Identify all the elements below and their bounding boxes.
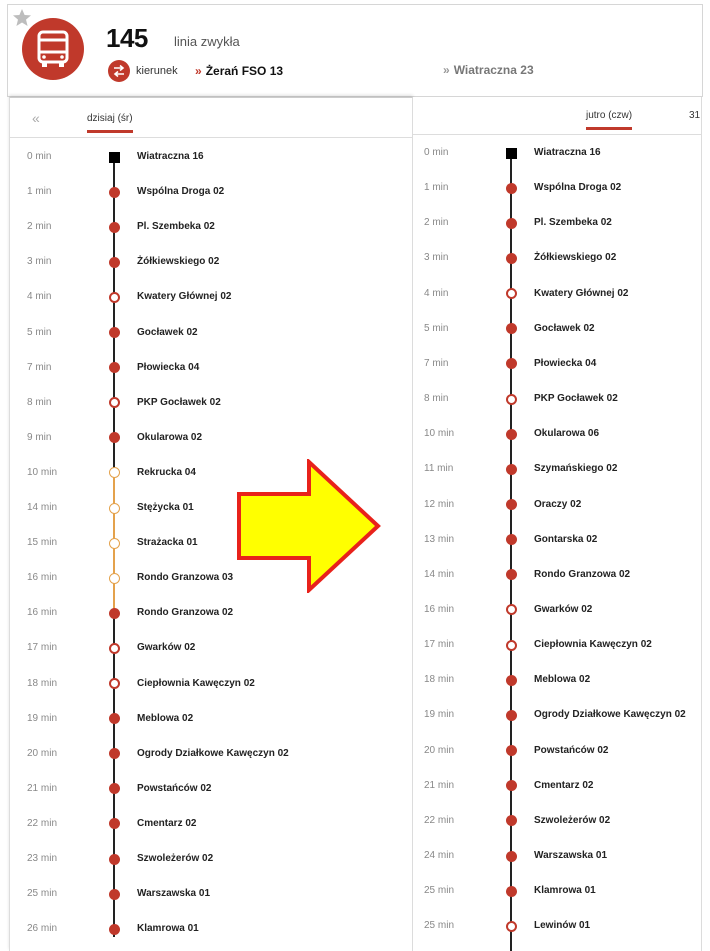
stop-name[interactable]: Meblowa 02 [534, 674, 591, 686]
stop-name[interactable]: Wiatraczna 16 [534, 147, 601, 158]
stop-marker-filled [506, 323, 517, 334]
stop-time: 9 min [27, 431, 52, 443]
stop-time: 15 min [27, 537, 58, 549]
stop-name[interactable]: Żółkiewskiego 02 [137, 256, 220, 268]
stop-name[interactable]: Gocławek 02 [137, 326, 198, 338]
stop-time: 3 min [27, 256, 52, 268]
direction-label[interactable]: kierunek [136, 65, 178, 77]
stop-name[interactable]: Meblowa 02 [137, 712, 194, 724]
stop-name[interactable]: Cmentarz 02 [137, 817, 197, 829]
stop-time: 10 min [27, 466, 58, 478]
stop-marker-filled [506, 534, 517, 545]
bus-icon [22, 18, 84, 80]
stop-name[interactable]: Cmentarz 02 [534, 779, 594, 791]
stop-name[interactable]: Lewinów 01 [534, 920, 591, 932]
tab-today[interactable]: dzisiaj (śr) [87, 113, 133, 133]
stop-marker-filled [109, 818, 120, 829]
tab-bar [10, 98, 412, 138]
line-header [7, 4, 703, 97]
timetable-tomorrow [413, 97, 702, 951]
stop-marker-filled [109, 924, 120, 935]
stop-name[interactable]: Rondo Granzowa 03 [137, 572, 234, 584]
stop-marker-filled [506, 464, 517, 475]
stop-marker-filled [109, 608, 120, 619]
stop-time: 19 min [424, 709, 455, 721]
stop-name[interactable]: Rondo Granzowa 02 [137, 607, 234, 619]
right-arrow-icon [236, 459, 381, 593]
stop-time: 20 min [424, 744, 455, 756]
stop-name[interactable]: Kwatery Głównej 02 [534, 287, 629, 299]
stop-time: 18 min [27, 677, 58, 689]
stop-name[interactable]: Powstańców 02 [137, 782, 212, 794]
stop-marker-on-demand [506, 640, 517, 651]
stop-marker-filled [109, 327, 120, 338]
stop-marker-filled [109, 432, 120, 443]
stop-marker-filled [506, 358, 517, 369]
stop-name[interactable]: Pl. Szembeka 02 [534, 217, 612, 229]
stop-time: 8 min [424, 393, 449, 405]
stop-marker-on-demand [109, 292, 120, 303]
stop-marker-filled [109, 713, 120, 724]
stop-marker-on-demand [109, 678, 120, 689]
stop-marker-filled [506, 499, 517, 510]
stop-name[interactable]: Rekrucka 04 [137, 466, 196, 478]
stop-time: 16 min [424, 603, 455, 615]
stop-name[interactable]: Płowiecka 04 [137, 361, 200, 373]
stop-name[interactable]: Ciepłownia Kawęczyn 02 [137, 677, 255, 689]
stop-time: 8 min [27, 396, 52, 408]
stop-time: 3 min [424, 252, 449, 264]
stop-marker-on-demand [506, 394, 517, 405]
stop-time: 24 min [424, 850, 455, 861]
stop-name[interactable]: Ciepłownia Kawęczyn 02 [534, 639, 652, 651]
stop-marker-detour [109, 467, 120, 478]
stop-name[interactable]: PKP Gocławek 02 [534, 393, 618, 405]
stop-name[interactable]: Szymańskiego 02 [534, 463, 618, 475]
stop-time: 19 min [27, 712, 58, 724]
stop-marker-detour [109, 573, 120, 584]
stop-time: 12 min [424, 498, 455, 510]
stop-marker-filled [109, 783, 120, 794]
stop-marker-on-demand [506, 921, 517, 932]
stop-name[interactable]: Pl. Szembeka 02 [137, 221, 215, 233]
line-type: linia zwykła [174, 34, 240, 49]
stop-name[interactable]: Ogrody Działkowe Kawęczyn 02 [534, 709, 686, 721]
stop-marker-filled [506, 429, 517, 440]
stop-time: 2 min [27, 221, 52, 233]
stop-time: 22 min [27, 817, 58, 829]
stop-time: 23 min [27, 853, 58, 864]
stop-marker-filled [109, 854, 120, 865]
stop-name[interactable]: PKP Gocławek 02 [137, 396, 221, 408]
stop-time: 0 min [27, 151, 52, 162]
destination-other-name: Wiatraczna 23 [453, 63, 534, 77]
tab-tomorrow[interactable]: jutro (czw) [586, 110, 632, 130]
stop-marker-filled [506, 569, 517, 580]
stop-time: 14 min [424, 568, 455, 580]
stop-time: 14 min [27, 502, 58, 513]
stop-time: 13 min [424, 533, 455, 545]
stop-marker-filled [506, 183, 517, 194]
stop-marker-on-demand [109, 397, 120, 408]
stop-time: 25 min [424, 885, 455, 897]
stop-marker-filled [506, 780, 517, 791]
destination-current[interactable] [195, 64, 283, 78]
stop-marker-filled [506, 218, 517, 229]
stop-marker-detour [109, 538, 120, 549]
tab-next-day[interactable]: 31 [689, 110, 701, 121]
stop-name[interactable]: Stężycka 01 [137, 502, 194, 513]
stop-name[interactable]: Warszawska 01 [137, 888, 211, 900]
stop-name[interactable]: Gwarków 02 [137, 642, 196, 654]
stop-time: 18 min [424, 674, 455, 686]
stop-name[interactable]: Gocławek 02 [534, 322, 595, 334]
stop-time: 1 min [27, 186, 52, 198]
stop-name[interactable]: Wspólna Droga 02 [534, 182, 622, 194]
stop-name[interactable]: Okularowa 06 [534, 428, 600, 440]
stop-time: 25 min [27, 888, 58, 900]
stop-time: 17 min [27, 642, 58, 654]
stop-marker-filled [506, 745, 517, 756]
tab-bar [413, 97, 701, 135]
stop-name[interactable]: Rondo Granzowa 02 [534, 568, 631, 580]
stop-time: 20 min [27, 747, 58, 759]
stop-marker-filled [109, 187, 120, 198]
stop-marker-filled [109, 222, 120, 233]
stop-name[interactable]: Strażacka 01 [137, 537, 198, 549]
stop-name[interactable]: Żółkiewskiego 02 [534, 252, 617, 264]
stop-time: 16 min [27, 572, 58, 584]
destination-name: Żerań FSO 13 [205, 64, 284, 78]
stop-marker-filled [506, 675, 517, 686]
stop-time: 4 min [424, 287, 449, 299]
swap-arrows-icon[interactable] [108, 60, 130, 82]
stop-name[interactable]: Gwarków 02 [534, 603, 593, 615]
stop-name[interactable]: Ogrody Działkowe Kawęczyn 02 [137, 747, 289, 759]
stop-name[interactable]: Powstańców 02 [534, 744, 609, 756]
stop-marker-on-demand [109, 643, 120, 654]
stop-marker-filled [109, 748, 120, 759]
stop-time: 21 min [424, 779, 455, 791]
stop-name[interactable]: Szwoleżerów 02 [137, 853, 214, 864]
stop-name[interactable]: Oraczy 02 [534, 498, 582, 510]
stop-name[interactable]: Szwoleżerów 02 [534, 814, 611, 826]
stop-time: 1 min [424, 182, 449, 194]
chevron-icon: » [443, 63, 450, 77]
stop-marker-filled [506, 886, 517, 897]
chevron-icon: » [195, 64, 202, 78]
stop-time: 26 min [27, 923, 58, 935]
stop-name[interactable]: Płowiecka 04 [534, 357, 597, 369]
stop-name[interactable]: Kwatery Głównej 02 [137, 291, 232, 303]
stop-name[interactable]: Wspólna Droga 02 [137, 186, 225, 198]
stop-name[interactable]: Warszawska 01 [534, 850, 608, 861]
destination-other[interactable] [443, 63, 534, 77]
stop-time: 5 min [27, 326, 52, 338]
stop-marker-detour [109, 503, 120, 514]
stop-time: 16 min [27, 607, 58, 619]
stop-name[interactable]: Gontarska 02 [534, 533, 598, 545]
stop-time: 17 min [424, 639, 455, 651]
stop-time: 10 min [424, 428, 455, 440]
stop-marker-filled [506, 815, 517, 826]
line-number: 145 [106, 23, 148, 53]
stop-time: 11 min [424, 463, 454, 475]
stop-time: 2 min [424, 217, 449, 229]
stop-time: 22 min [424, 814, 455, 826]
stop-marker-filled [109, 889, 120, 900]
stop-time: 0 min [424, 147, 449, 158]
stop-name[interactable]: Klamrowa 01 [137, 923, 199, 935]
stop-name[interactable]: Okularowa 02 [137, 431, 203, 443]
stop-time: 5 min [424, 322, 449, 334]
stop-marker-filled [506, 253, 517, 264]
stop-marker-filled [109, 362, 120, 373]
stop-marker-on-demand [506, 604, 517, 615]
stop-marker-filled [109, 257, 120, 268]
stop-time: 4 min [27, 291, 52, 303]
stop-name[interactable]: Wiatraczna 16 [137, 151, 204, 162]
stop-marker-on-demand [506, 288, 517, 299]
stop-name[interactable]: Klamrowa 01 [534, 885, 596, 897]
stop-time: 7 min [27, 361, 52, 373]
previous-day-button[interactable]: « [32, 110, 40, 126]
stop-time: 21 min [27, 782, 58, 794]
stop-marker-start [506, 148, 517, 159]
stop-marker-filled [506, 851, 517, 862]
stop-marker-start [109, 152, 120, 163]
stop-marker-filled [506, 710, 517, 721]
stop-time: 25 min [424, 920, 455, 932]
stop-time: 7 min [424, 357, 449, 369]
